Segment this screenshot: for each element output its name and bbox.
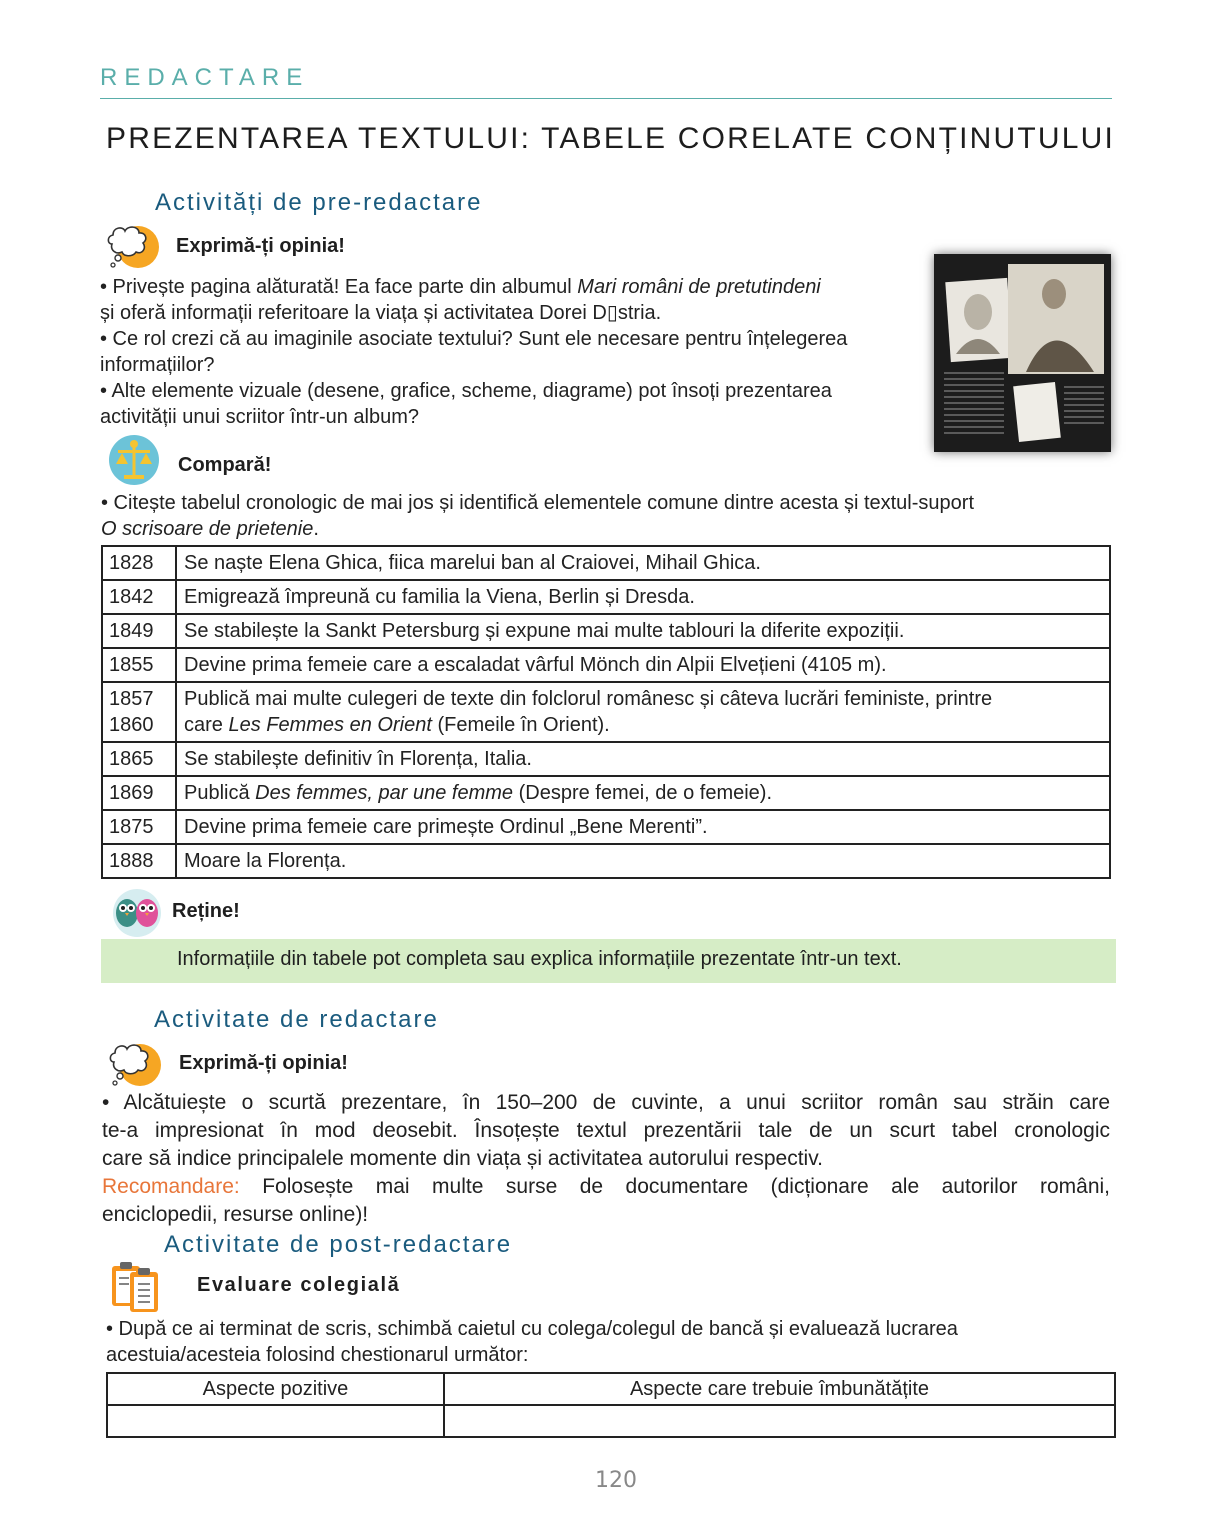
- table-header-row: [107, 1373, 1115, 1405]
- event-cell: Emigrează împreună cu familia la Viena, Berlin și Dresda.: [176, 580, 1110, 614]
- compare-label: Compară!: [178, 454, 272, 476]
- year-cell: 1869: [102, 776, 176, 810]
- opinion-text: • Privește pagina alăturată! Ea face parte din albumul Mari români de pretutindeni și oferă informații referitoare la viața și activitatea Dorei D▯stria. • Ce rol crezi că au imaginile asociate textului? Sunt ele necesare pentru înțelegerea informațiilor? • Alte elemente vizuale (desene, grafice, scheme, diagrame) pot însoți prezentarea activității unui scriitor într-un album?: [100, 276, 848, 428]
- table-row: [102, 546, 1110, 580]
- remember-label: Reține!: [172, 900, 240, 922]
- compare-text: • Citește tabelul cronologic de mai jos și identifică elementele comune dintre acesta și textul-suport O scrisoare de prietenie.: [101, 492, 974, 540]
- redactare-heading: Activitate de redactare: [154, 1006, 439, 1033]
- table-row: [102, 580, 1110, 614]
- table-row: [102, 776, 1110, 810]
- year-cell: 1865: [102, 742, 176, 776]
- event-cell: Devine prima femeie care primește Ordinul „Bene Merenti”.: [176, 810, 1110, 844]
- post-redactare-heading: Activitate de post-redactare: [164, 1231, 513, 1258]
- event-cell: Publică Des femmes, par une femme (Despre femei, de o femeie).: [176, 776, 1110, 810]
- opinion-label: Exprimă-ți opinia!: [176, 235, 345, 257]
- redactare-text: • Alcătuiește o scurtă prezentare, în 150–200 de cuvinte, a unui scriitor român sau străin care te-a impresionat în mod deosebit. Însoțește textul prezentării tale de un scurt tabel cronologic care să indice principalele momente din viața și activitatea autorului respectiv. Recomandare: Folosește mai multe surse de documentare (dicționare ale autorilor români, enciclopedii, resurse online)!: [102, 1091, 1110, 1226]
- column-header: Aspecte care trebuie îmbunătățite: [444, 1373, 1115, 1405]
- section-divider: [100, 98, 1112, 99]
- page-number: 120: [595, 1468, 637, 1493]
- post-redactare-text: • După ce ai terminat de scris, schimbă caietul cu colega/colegul de bancă și evaluează lucrarea acestuia/acesteia folosind chestionarul următor:: [106, 1318, 958, 1366]
- clipboard-icon: [109, 1258, 161, 1319]
- event-cell: Moare la Florența.: [176, 844, 1110, 878]
- table-row: [102, 614, 1110, 648]
- year-cell: 1828: [102, 546, 176, 580]
- album-page-image: [934, 254, 1111, 452]
- section-label: REDACTARE: [100, 64, 310, 91]
- table-row: [102, 742, 1110, 776]
- balance-scale-icon: [108, 434, 160, 491]
- event-cell: Devine prima femeie care a escaladat vârful Mönch din Alpii Elvețieni (4105 m).: [176, 648, 1110, 682]
- pre-redactare-heading: Activități de pre-redactare: [155, 189, 483, 216]
- empty-cell[interactable]: [444, 1405, 1115, 1437]
- event-cell: Se stabilește la Sankt Petersburg și expune mai multe tablouri la diferite expoziții.: [176, 614, 1110, 648]
- year-cell: 1849: [102, 614, 176, 648]
- year-cell: 1875: [102, 810, 176, 844]
- chronology-table: [101, 545, 1111, 879]
- year-cell: 1842: [102, 580, 176, 614]
- thought-bubble-icon: [104, 222, 160, 279]
- year-cell: 1888: [102, 844, 176, 878]
- event-cell: Publică mai multe culegeri de texte din folclorul românesc și câteva lucrări feministe, printre care Les Femmes en Orient (Femeile în Orient).: [176, 682, 1110, 742]
- column-header: Aspecte pozitive: [107, 1373, 444, 1405]
- year-cell: 1855: [102, 648, 176, 682]
- table-row: [102, 810, 1110, 844]
- empty-cell[interactable]: [107, 1405, 444, 1437]
- year-cell: 1857 1860: [102, 682, 176, 742]
- page-title: PREZENTAREA TEXTULUI: TABELE CORELATE CONȚINUTULUI: [106, 122, 1116, 155]
- event-cell: Se naște Elena Ghica, fiica marelui ban al Craiovei, Mihail Ghica.: [176, 546, 1110, 580]
- event-cell: Se stabilește definitiv în Florența, Italia.: [176, 742, 1110, 776]
- remember-note-text: Informațiile din tabele pot completa sau explica informațiile prezentate într-un text.: [177, 948, 902, 970]
- owls-icon: [110, 886, 164, 943]
- peer-evaluation-table: [106, 1372, 1116, 1438]
- table-row: [102, 844, 1110, 878]
- table-row: [102, 682, 1110, 742]
- peer-evaluation-label: Evaluare colegială: [197, 1274, 401, 1296]
- table-row: [107, 1405, 1115, 1437]
- table-row: [102, 648, 1110, 682]
- opinion-label: Exprimă-ți opinia!: [179, 1052, 348, 1074]
- recommend-label: Recomandare:: [102, 1175, 240, 1198]
